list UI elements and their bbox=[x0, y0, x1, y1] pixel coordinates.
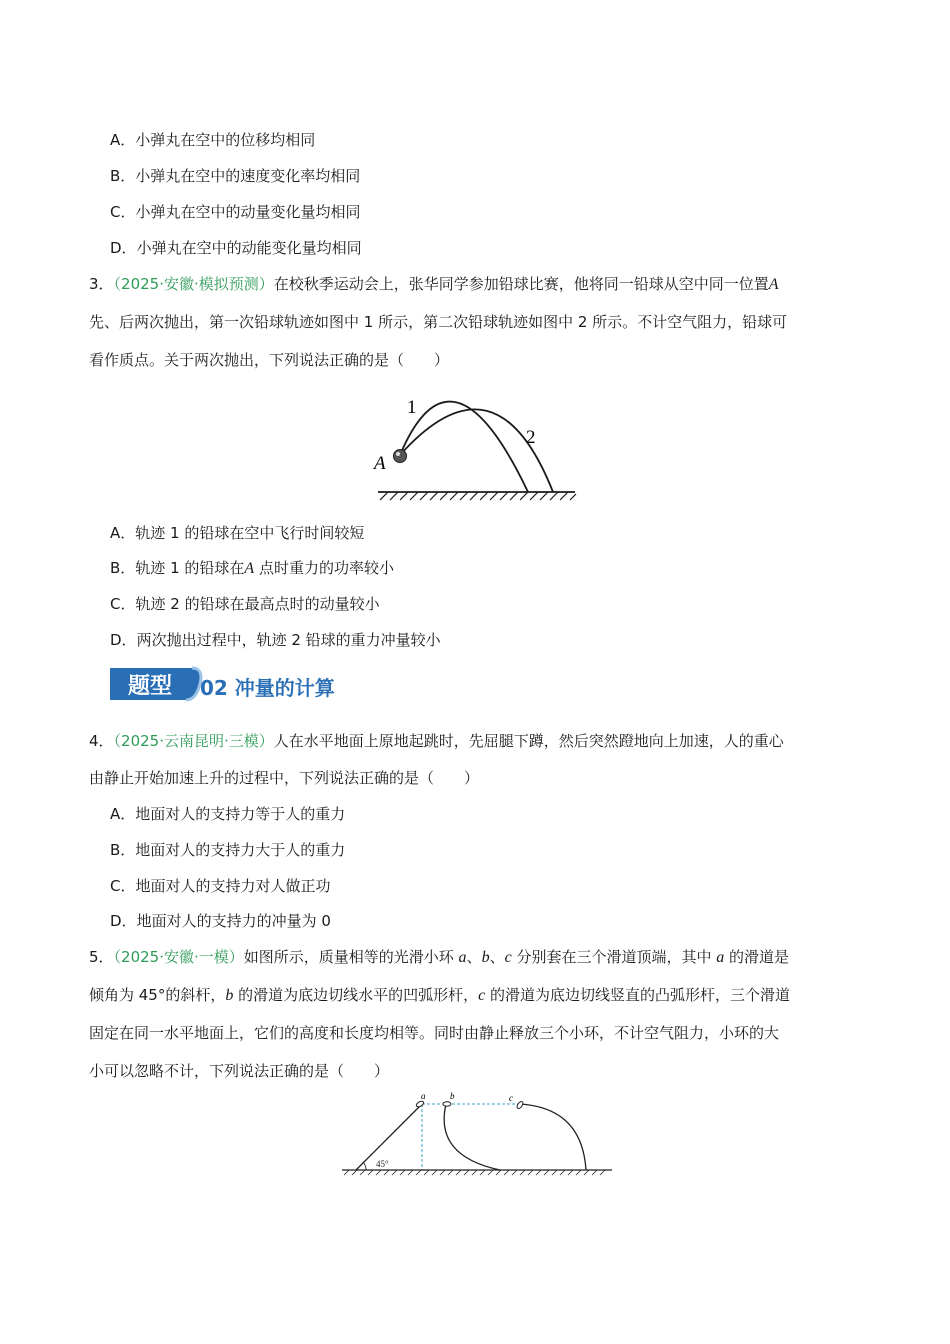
section-badge-label: 题型 bbox=[127, 673, 173, 699]
ground-hatch bbox=[380, 492, 576, 500]
ground-hatch bbox=[344, 1170, 605, 1175]
q3-trajectory-figure bbox=[360, 370, 590, 510]
label-a: A bbox=[374, 453, 386, 474]
trajectory-2 bbox=[400, 409, 553, 492]
q4-option-b: B．地面对人的支持力大于人的重力 bbox=[110, 841, 346, 859]
section-badge bbox=[108, 664, 204, 704]
q2-option-b: B．小弹丸在空中的速度变化率均相同 bbox=[110, 167, 361, 185]
q3-line-1: 3．（2025·安徽·模拟预测）在校秋季运动会上，张华同学参加铅球比赛，他将同一铅球从空中同一位置A bbox=[89, 275, 779, 293]
q3-source: （2025·安徽·模拟预测） bbox=[113, 275, 274, 293]
q3-line-2: 先、后两次抛出，第一次铅球轨迹如图中 1 所示，第二次铅球轨迹如图中 2 所示。不计空气阻力，铅球可 bbox=[89, 313, 788, 331]
ring-a bbox=[415, 1100, 424, 1108]
angle-arc bbox=[363, 1162, 366, 1170]
label-ring-a: a bbox=[421, 1091, 426, 1101]
section-title: 02 冲量的计算 bbox=[200, 676, 335, 700]
q5-slides-figure bbox=[336, 1090, 616, 1182]
shot-ball-highlight bbox=[396, 452, 400, 456]
q5-line-1: 5．（2025·安徽·一模）如图所示，质量相等的光滑小环 a、b、c 分别套在三个滑道顶端，其中 a 的滑道是 bbox=[89, 948, 790, 966]
q5-source: （2025·安徽·一模） bbox=[113, 948, 244, 966]
concave-rod-b bbox=[444, 1104, 500, 1170]
q2-option-d: D．小弹丸在空中的动能变化量均相同 bbox=[110, 239, 362, 257]
q4-source: （2025·云南昆明·三模） bbox=[113, 732, 274, 750]
q5-line-2: 倾角为 45°的斜杆，b 的滑道为底边切线水平的凹弧形杆，c 的滑道为底边切线竖直的凸弧形杆，三个滑道 bbox=[89, 986, 791, 1004]
q3-option-a: A．轨迹 1 的铅球在空中飞行时间较短 bbox=[110, 524, 365, 542]
label-ring-b: b bbox=[450, 1091, 455, 1101]
ring-b bbox=[443, 1102, 451, 1106]
q3-line-3: 看作质点。关于两次抛出，下列说法正确的是（ ） bbox=[89, 351, 450, 369]
q4-option-c: C．地面对人的支持力对人做正功 bbox=[110, 877, 331, 895]
q3-option-b: B．轨迹 1 的铅球在A 点时重力的功率较小 bbox=[110, 559, 394, 577]
q2-option-a: A．小弹丸在空中的位移均相同 bbox=[110, 131, 316, 149]
shot-ball bbox=[394, 450, 407, 463]
ring-c bbox=[516, 1100, 524, 1109]
trajectory-1 bbox=[400, 402, 528, 492]
q4-option-d: D．地面对人的支持力的冲量为 0 bbox=[110, 912, 331, 930]
q4-line-1: 4．（2025·云南昆明·三模）人在水平地面上原地起跳时，先屈腿下蹲，然后突然蹬地向上加速，人的重心 bbox=[89, 732, 784, 750]
q3-option-c: C．轨迹 2 的铅球在最高点时的动量较小 bbox=[110, 595, 380, 613]
q3-option-d: D．两次抛出过程中，轨迹 2 铅球的重力冲量较小 bbox=[110, 631, 441, 649]
label-ring-c: c bbox=[509, 1093, 513, 1103]
convex-rod-c bbox=[520, 1104, 586, 1170]
q5-line-3: 固定在同一水平地面上，它们的高度和长度均相等。同时由静止释放三个小环，不计空气阻力，小环的大 bbox=[89, 1024, 780, 1042]
angle-label: 45° bbox=[376, 1159, 389, 1169]
label-1: 1 bbox=[407, 397, 417, 418]
label-2: 2 bbox=[526, 427, 536, 448]
incline-rod-a bbox=[356, 1104, 422, 1170]
q4-line-2: 由静止开始加速上升的过程中，下列说法正确的是（ ） bbox=[89, 769, 480, 787]
q4-option-a: A．地面对人的支持力等于人的重力 bbox=[110, 805, 346, 823]
q5-line-4: 小可以忽略不计，下列说法正确的是（ ） bbox=[89, 1062, 390, 1080]
q2-option-c: C．小弹丸在空中的动量变化量均相同 bbox=[110, 203, 361, 221]
